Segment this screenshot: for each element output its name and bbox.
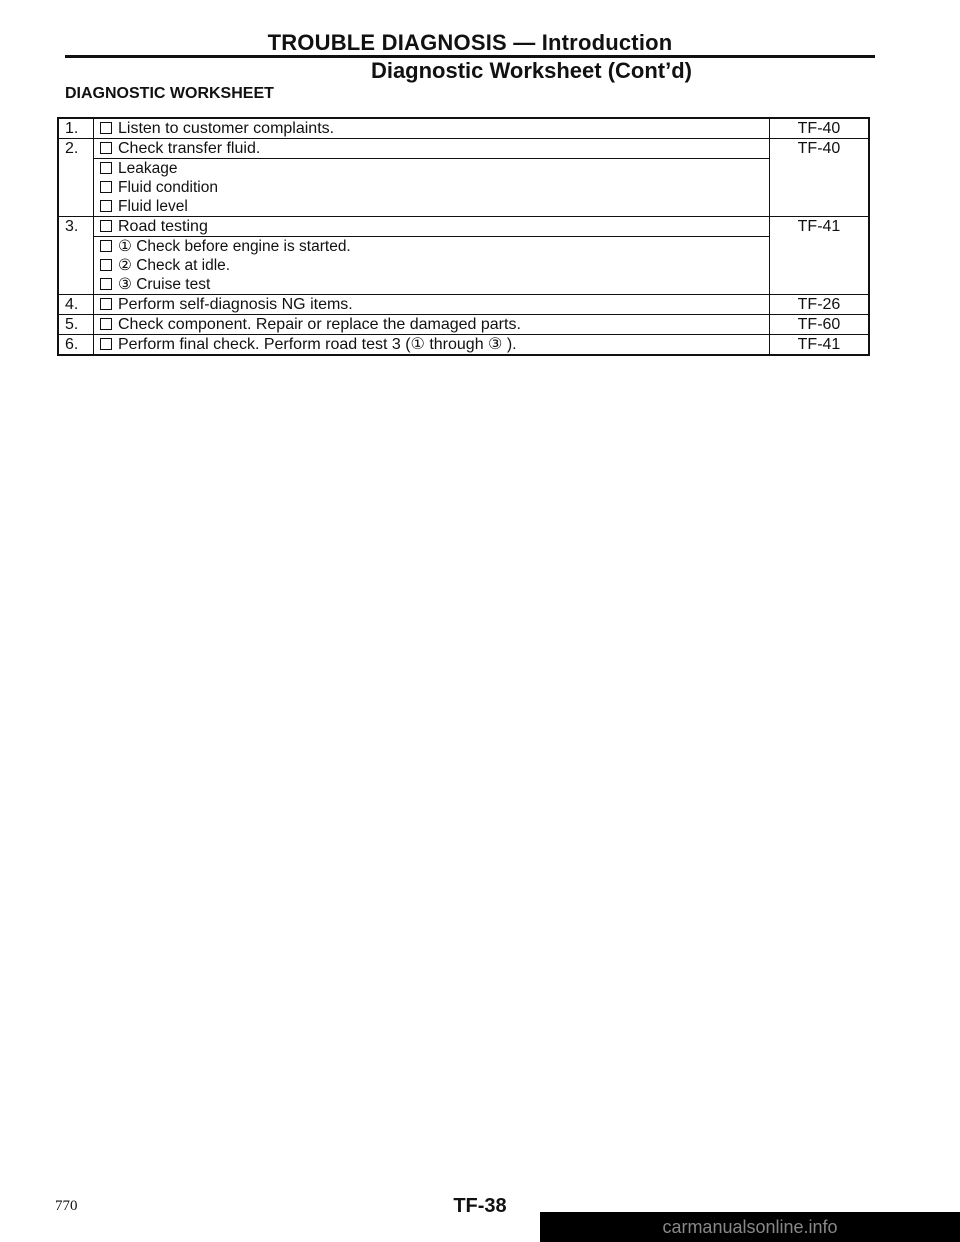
table-row bbox=[58, 139, 869, 159]
reference-page: TF-60 bbox=[770, 315, 870, 335]
checkbox-icon[interactable] bbox=[100, 278, 112, 290]
list-item: ② Check at idle. bbox=[100, 256, 763, 275]
watermark: carmanualsonline.info bbox=[540, 1212, 960, 1242]
task-cell bbox=[94, 335, 770, 356]
table-row bbox=[58, 217, 869, 237]
reference-page: TF-40 bbox=[770, 139, 870, 159]
table-row bbox=[58, 315, 869, 335]
list-item: ③ Cruise test bbox=[100, 275, 763, 294]
task-label: Perform final check. Perform road test 3 (① through ③ ). bbox=[118, 336, 517, 353]
table-subrow bbox=[58, 159, 869, 217]
checkbox-icon[interactable] bbox=[100, 220, 112, 232]
checkbox-icon[interactable] bbox=[100, 200, 112, 212]
task-label: Check transfer fluid. bbox=[118, 140, 261, 157]
task-label: Perform self-diagnosis NG items. bbox=[118, 296, 353, 313]
table-row bbox=[58, 335, 869, 356]
section-heading: DIAGNOSTIC WORKSHEET bbox=[65, 85, 274, 102]
step-number: 6. bbox=[58, 335, 94, 356]
step-number: 5. bbox=[58, 315, 94, 335]
reference-page: TF-41 bbox=[770, 335, 870, 356]
page-subtitle: Diagnostic Worksheet (Cont’d) bbox=[370, 58, 692, 83]
table-row bbox=[58, 295, 869, 315]
page-number: 770 bbox=[55, 1198, 78, 1214]
page-title: TROUBLE DIAGNOSIS — Introduction bbox=[267, 30, 673, 55]
list-item: ① Check before engine is started. bbox=[100, 237, 763, 256]
checkbox-icon[interactable] bbox=[100, 298, 112, 310]
checkbox-icon[interactable] bbox=[100, 142, 112, 154]
reference-page: TF-40 bbox=[770, 118, 870, 139]
checkbox-icon[interactable] bbox=[100, 181, 112, 193]
checkbox-icon[interactable] bbox=[100, 259, 112, 271]
page-code: TF-38 bbox=[453, 1195, 507, 1217]
step-number: 3. bbox=[58, 217, 94, 237]
diagnostic-worksheet-table bbox=[57, 117, 870, 356]
sub-checklist bbox=[94, 159, 770, 217]
reference-page: TF-26 bbox=[770, 295, 870, 315]
task-cell bbox=[94, 139, 770, 159]
checkbox-icon[interactable] bbox=[100, 162, 112, 174]
reference-page: TF-41 bbox=[770, 217, 870, 237]
step-number: 4. bbox=[58, 295, 94, 315]
step-number: 2. bbox=[58, 139, 94, 159]
task-cell bbox=[94, 315, 770, 335]
task-label: Road testing bbox=[118, 218, 208, 235]
task-label: Check component. Repair or replace the damaged parts. bbox=[118, 316, 521, 333]
list-item: Fluid level bbox=[100, 197, 763, 216]
task-cell bbox=[94, 295, 770, 315]
task-cell bbox=[94, 217, 770, 237]
task-cell bbox=[94, 118, 770, 139]
table-row bbox=[58, 118, 869, 139]
checkbox-icon[interactable] bbox=[100, 338, 112, 350]
list-item: Leakage bbox=[100, 159, 763, 178]
sub-checklist bbox=[94, 237, 770, 295]
checkbox-icon[interactable] bbox=[100, 240, 112, 252]
checkbox-icon[interactable] bbox=[100, 318, 112, 330]
task-label: Listen to customer complaints. bbox=[118, 120, 335, 137]
step-number: 1. bbox=[58, 118, 94, 139]
list-item: Fluid condition bbox=[100, 178, 763, 197]
checkbox-icon[interactable] bbox=[100, 122, 112, 134]
table-subrow bbox=[58, 237, 869, 295]
